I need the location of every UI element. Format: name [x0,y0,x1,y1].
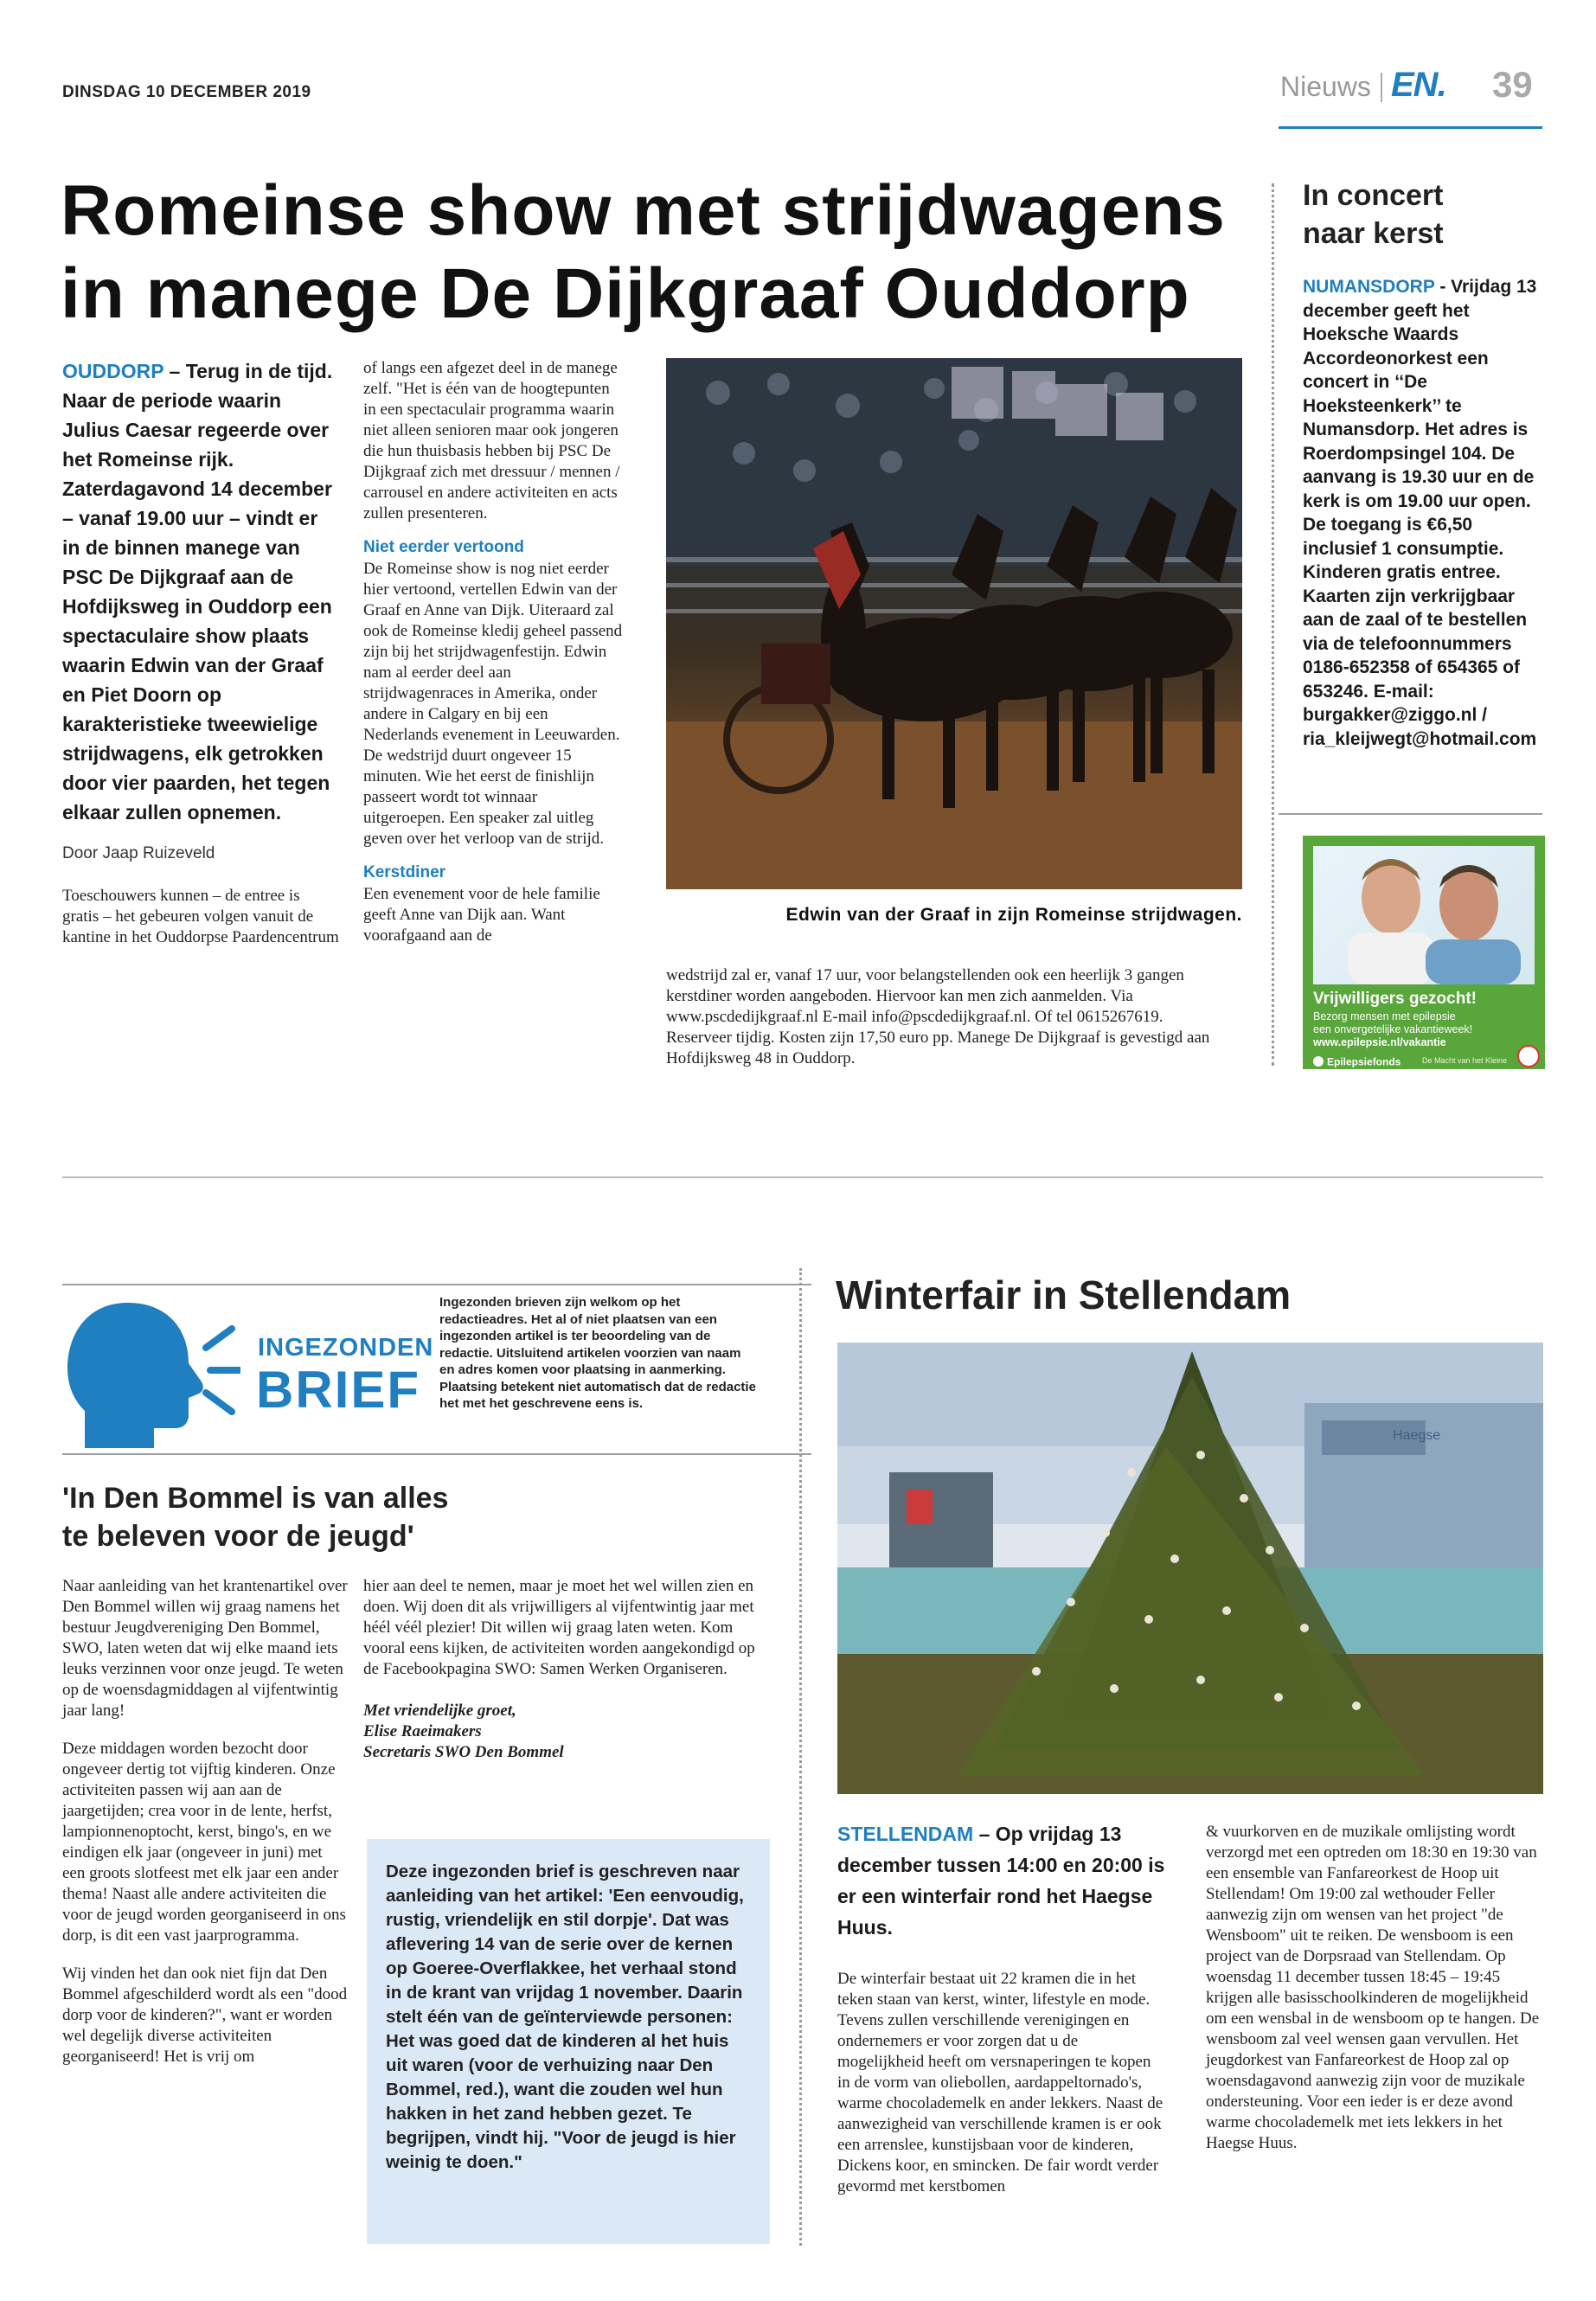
letter-title-line-1: 'In Den Bommel is van alles [62,1482,449,1515]
building-sign: Haegse [1393,1428,1441,1443]
ad-seal-icon [1517,1045,1540,1067]
ad-line-1: Bezorg mensen met epilepsie [1313,1010,1456,1022]
main-lead [62,356,339,827]
logo-ingezonden: INGEZONDEN [258,1334,434,1362]
ad-text [1313,1010,1538,1049]
letter-p2: Deze middagen worden bezocht door ongeveer dertig tot vijftig kinderen. Onze activiteiten passen wij aan aan de jaargetijden; crea voor in de lente, herfst, lampionnenoptocht, kerst, bingo's, en we eindigen elk jaar (ongeveer in juni) met een groots slotfeest met elk jaar een ander thema! Naast alle andere activiteiten die voor de jeugd worden georganiseerd in ons dorp, is dit een vast jaarprogramma. [62,1740,346,1945]
signature-line-1: Met vriendelijke groet, [363,1702,516,1720]
main-dateline: OUDDORP [62,360,164,382]
chariot-photo [666,358,1242,889]
header-rule [1279,126,1542,129]
letter-p1: Naar aanleiding van het krantenartikel over Den Bommel willen wij graag namens het bestuur Jeugdvereniging Den Bommel, SWO, laten weten dat wij elke maand iets leuks verzinnen voor onze jeugd. Te weten op de woensdagmiddagen al vijfentwintig jaar lang! [62,1577,348,1720]
epilepsiefonds-logo-icon [1313,1056,1324,1067]
speaking-head-icon [67,1294,240,1448]
concert-body: - Vrijdag 13 december geeft het Hoeksche Waards Accordeonorkest een concert in ‘‘De Hoeksteenkerk’’ te Numansdorp. Het adres is Roerdompsingel 104. De aanvang is 19.30 uur en de kerk is om 19.00 uur open. De toegang is €6,50 inclusief 1 consumptie. Kinderen gratis entree. Kaarten zijn verkrijgbaar aan de zaal of te bestellen via de telefoonnummers 0186-652358 of 654365 of 653246. E-mail: burgakker@ziggo.nl / ria_kleijwegt@hotmail.com [1303,277,1537,749]
sidebar-divider [1272,183,1274,1066]
section-divider [1381,73,1382,102]
ad-line-2: een onvergetelijke vakantieweek! [1313,1023,1473,1035]
headline-line-1: Romeinse show met strijdwagens [61,171,1226,250]
concert-title-line-2: naar kerst [1303,217,1444,250]
page-date: DINSDAG 10 DECEMBER 2019 [62,83,311,101]
letter-context-box [367,1839,770,2244]
main-col1-body: Toeschouwers kunnen – de entree is gratis – het gebeuren volgen vanuit de kantine in het Ouddorpse Paardencentrum [62,887,339,946]
logo-brief: BRIEF [256,1361,420,1419]
subhead-niet-eerder: Niet eerder vertoond [363,538,524,556]
ad-brand: Epilepsiefonds [1327,1055,1401,1068]
byline: Door Jaap Ruizeveld [62,844,215,862]
main-headline [61,170,1226,336]
winterfair-col-1 [837,1818,1166,2197]
concert-title-line-1: In concert [1303,179,1444,212]
ad-brand-badge [1313,1054,1417,1067]
winterfair-lead-text: – Op vrijdag 13 december tussen 14:00 en 20:00 is er een winterfair rond het Haegse Huus. [837,1823,1165,1939]
letter-p4: hier aan deel te nemen, maar je moet het wel willen zien en doen. Wij doen dit als vrijwilligers al vijfentwintig jaar met héél véél plezier! Dit willen wij graag laten weten. Kom vooral eens kijken, de activiteiten worden aangekondigd op de Facebookpagina SWO: Samen Werken Organiseren. [363,1577,755,1678]
photo-caption: Edwin van der Graaf in zijn Romeinse strijdwagen. [785,905,1242,925]
letter-signature [363,1701,770,1763]
winterfair-col1-body: De winterfair bestaat uit 22 kramen die in het teken staan van kerst, winter, lifestyle en mode. Tevens zullen verschillende verenigingen en ondernemers er voor zorgen dat u de mogelijkheid heeft om versnaperingen te kopen in de vorm van oliebollen, aardappeltornado's, warme chocolademelk en ander lekkers. Naast de aanwezigheid van verschillende kramen is er ook een arrenslee, kunstijsbaan voor de kinderen, Dickens koor, en smincken. De fair wordt verder gevormd met kerstbomen [837,1970,1163,2195]
concert-title [1303,176,1444,253]
concert-text [1303,275,1543,751]
main-col2-body-2: De Romeinse show is nog niet eerder hier vertoond, vertellen Edwin van der Graaf en Anne van Dijk. Uiteraard zal ook de Romeinse kledij geheel passend zijn bij het strijdwagenfestijn. Edwin nam al eerder deel aan strijdwagenraces in Amerika, onder andere in Calgary en bij een Nederlands evenement in Leeuwarden. De wedstrijd duurt ongeveer 15 minuten. Wie het eerst de finishlijn passeert wordt tot winnaar uitgeroepen. Een speaker zal uitleg geven over het verloop van de strijd. [363,560,623,848]
winterfair-photo [837,1343,1543,1794]
main-col-2 [363,358,623,946]
section-label: Nieuws [1280,71,1371,102]
ad-photo [1313,846,1535,984]
letter-title [62,1479,448,1555]
main-col-1 [62,356,339,948]
headline-line-2: in manege De Dijkgraaf Ouddorp [61,254,1190,333]
subhead-kerstdiner: Kerstdiner [363,863,446,881]
page-number: 39 [1492,64,1533,105]
main-lead-text: – Terug in de tijd. Naar de periode waarin Julius Caesar regeerde over het Romeinse rijk. Zaterdagavond 14 december – vanaf 19.00 uur – vindt er in de binnen manege van PSC De Dijkgraaf aan de Hofdijksweg in Ouddorp een spectaculaire show plaats waarin Edwin van der Graaf en Piet Doorn op karakteristieke tweewielige strijdwagens, elk getrokken door vier paarden, het tegen elkaar zullen opnemen. [62,360,333,824]
ad-url[interactable]: www.epilepsie.nl/vakantie [1313,1036,1446,1048]
winterfair-photo-illustration [837,1343,1543,1794]
concert-rule [1279,813,1542,815]
ad-tagline: De Macht van het Kleine [1422,1056,1508,1065]
chariot-photo-illustration [666,358,1242,889]
winterfair-lead [837,1818,1166,1943]
main-col2-body-1: of langs een afgezet deel in de manege zelf. "Het is één van de hoogtepunten in een spectaculair programma waarin niet alleen senioren maar ook jongeren die hun thuisbasis hebben bij PSC De Dijkgraaf zich met dressuur / mennen / carrousel en andere activiteiten en acts zullen presenteren. [363,359,620,522]
letter-notice: Ingezonden brieven zijn welkom op het redactieadres. Het al of niet plaatsen van een ingezonden artikel is ter beoordeling van de redactie. Uitsluitend artikelen voorzien van naam en adres komen voor plaatsing in aanmerking. Plaatsing betekent niet automatisch dat de redactie het met het geschrevene eens is. [439,1295,756,1411]
letter-top-rule [62,1284,811,1285]
main-col3-body: wedstrijd zal er, vanaf 17 uur, voor belangstellenden ook een heerlijk 3 gangen kerstdiner worden aangeboden. Hiervoor kan men zich aanmelden. Via www.pscdedijkgraaf.nl E-mail info@pscdedijkgraaf.nl. Of tel 0615267619. Reserveer tijdig. Kosten zijn 17,50 euro pp. Manege De Dijkgraaf is gevestigd aan Hofdijksweg 48 in Ouddorp. [666,966,1210,1067]
letter-col-2 [363,1576,770,1763]
ad-photo-illustration [1313,846,1535,984]
concert-dateline: NUMANSDORP [1303,277,1435,297]
letter-context-text: Deze ingezonden brief is geschreven naar aanleiding van het artikel: 'Een eenvoudig, rustig, vriendelijk en stil dorpje'. Dat was aflevering 14 van de serie over de kernen op Goeree-Overflakkee, het verhaal stond in de krant van vrijdag 1 november. Daarin stelt één van de geïnterviewde personen: Het was goed dat de kinderen al het huis uit waren (voor de verhuizing naar Den Bommel, red.), want die zouden wel hun hakken in het zand hebben gezet. Te begrijpen, vindt hij. "Voor de jeugd is hier weinig te doen." [386,1862,744,2172]
signature-line-2: Elise Raeimakers [363,1722,482,1740]
main-col2-body-3: Een evenement voor de hele familie geeft Anne van Dijk aan. Want voorafgaand aan de [363,885,600,945]
lower-divider [799,1268,802,2246]
en-logo: EN. [1391,66,1446,104]
winterfair-title: Winterfair in Stellendam [836,1272,1292,1317]
signature-line-3: Secretaris SWO Den Bommel [363,1743,564,1761]
letter-notice-rule [62,1453,811,1455]
letter-p3: Wij vinden het dan ook niet fijn dat Den Bommel afgeschilderd wordt als een "dood dorp voor de kinderen?", want er worden wel degelijk diverse activiteiten georganiseerd! Het is vrij om [62,1965,348,2066]
ingezonden-logo [67,1294,434,1448]
winterfair-col2-body: & vuurkorven en de muzikale omlijsting wordt verzorgd met een optreden om 18:30 en 19:30 van een ensemble van Fanfareorkest de Hoop uit Stellendam! Om 19:00 zal wethouder Feller aanwezig zijn om wensen van het project "de Wensboom" uit te reiken. De wensboom is een project van de Dorpsraad van Stellendam. Op woensdag 11 december tussen 18:45 – 19:45 krijgen alle basisschoolkinderen de mogelijkheid om een wensbal in de wensboom op te hangen. De wensboom zal veel wensen gaan vervullen. Het jeugdorkest van Fanfareorkest de Hoop zal op woensdagavond aanwezig zijn voor de muzikale ondersteuning. Voor een ieder is er deze avond warme chocolademelk met iets lekkers in het Haegse Huus. [1206,1823,1540,2152]
letter-title-line-2: te beleven voor de jeugd' [62,1520,414,1553]
ad-headline: Vrijwilligers gezocht! [1313,990,1477,1008]
epilepsie-ad[interactable] [1303,836,1545,1069]
section-separator [62,1176,1543,1178]
letter-col-1 [62,1576,348,2067]
winterfair-dateline: STELLENDAM [837,1823,974,1845]
